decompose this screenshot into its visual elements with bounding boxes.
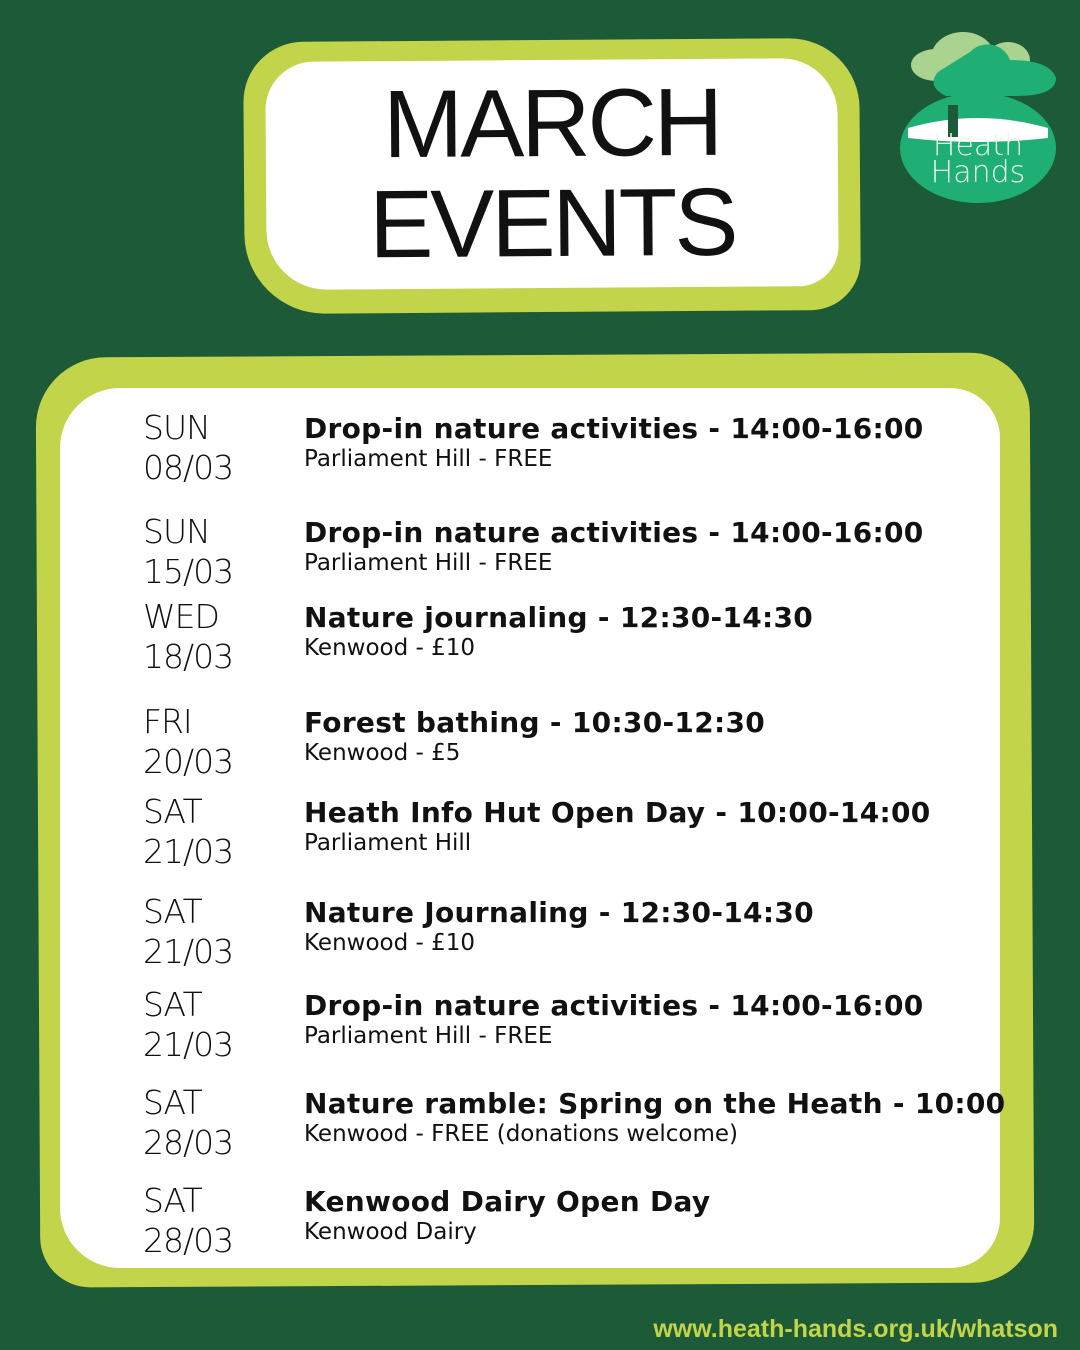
event-details: Parliament Hill <box>304 830 472 856</box>
event-row <box>143 1181 1023 1291</box>
event-day: FRI <box>143 702 192 741</box>
event-title: Drop-in nature activities - 14:00-16:00 <box>304 516 924 549</box>
event-date-value: 21/03 <box>143 832 234 871</box>
page-title-line2: EVENTS <box>368 168 736 279</box>
logo-text-heath: Heath <box>932 128 1024 163</box>
event-row <box>143 597 1023 707</box>
event-date <box>143 597 233 677</box>
event-row <box>143 408 1023 518</box>
event-date-value: 21/03 <box>143 1025 234 1064</box>
event-day: SAT <box>143 1181 202 1220</box>
event-date <box>143 892 233 972</box>
title-panel <box>265 58 839 290</box>
event-title: Nature journaling - 12:30-14:30 <box>304 601 814 634</box>
event-date-value: 08/03 <box>143 448 234 487</box>
event-title: Forest bathing - 10:30-12:30 <box>304 706 766 739</box>
event-details: Parliament Hill - FREE <box>304 1023 553 1049</box>
event-day: SAT <box>143 792 202 831</box>
event-date-value: 15/03 <box>143 552 234 591</box>
event-details: Kenwood - £10 <box>304 930 476 956</box>
event-date-value: 28/03 <box>143 1221 234 1260</box>
event-row <box>143 792 1023 902</box>
event-details: Parliament Hill - FREE <box>304 550 553 576</box>
event-date <box>143 1181 233 1261</box>
event-day: WED <box>143 597 219 636</box>
event-date <box>143 702 233 782</box>
event-date <box>143 985 233 1065</box>
event-day: SUN <box>143 512 210 551</box>
event-date-value: 21/03 <box>143 932 234 971</box>
event-date <box>143 512 233 592</box>
event-date <box>143 408 233 488</box>
heath-hands-logo <box>898 10 1058 205</box>
event-title: Nature ramble: Spring on the Heath - 10:00 <box>304 1087 1006 1120</box>
event-day: SAT <box>143 892 202 931</box>
website-link[interactable]: www.heath-hands.org.uk/whatson <box>653 1315 1058 1343</box>
event-date-value: 20/03 <box>143 742 234 781</box>
page-title-line1: MARCH <box>382 68 721 179</box>
event-details: Parliament Hill - FREE <box>304 446 553 472</box>
logo-text-hands: Hands <box>930 155 1026 190</box>
event-details: Kenwood Dairy <box>304 1219 477 1245</box>
event-date <box>143 792 233 872</box>
event-title: Heath Info Hut Open Day - 10:00-14:00 <box>304 796 931 829</box>
event-details: Kenwood - £5 <box>304 740 461 766</box>
event-day: SAT <box>143 985 202 1024</box>
event-title: Drop-in nature activities - 14:00-16:00 <box>304 412 924 445</box>
event-title: Drop-in nature activities - 14:00-16:00 <box>304 989 924 1022</box>
event-row <box>143 1083 1023 1193</box>
event-row <box>143 985 1023 1095</box>
event-day: SUN <box>143 408 210 447</box>
event-details: Kenwood - £10 <box>304 635 476 661</box>
event-details: Kenwood - FREE (donations welcome) <box>304 1121 738 1147</box>
event-title: Kenwood Dairy Open Day <box>304 1185 711 1218</box>
event-date-value: 28/03 <box>143 1123 234 1162</box>
title-frame <box>243 38 861 314</box>
event-date <box>143 1083 233 1163</box>
event-title: Nature Journaling - 12:30-14:30 <box>304 896 814 929</box>
event-day: SAT <box>143 1083 202 1122</box>
event-date-value: 18/03 <box>143 637 234 676</box>
